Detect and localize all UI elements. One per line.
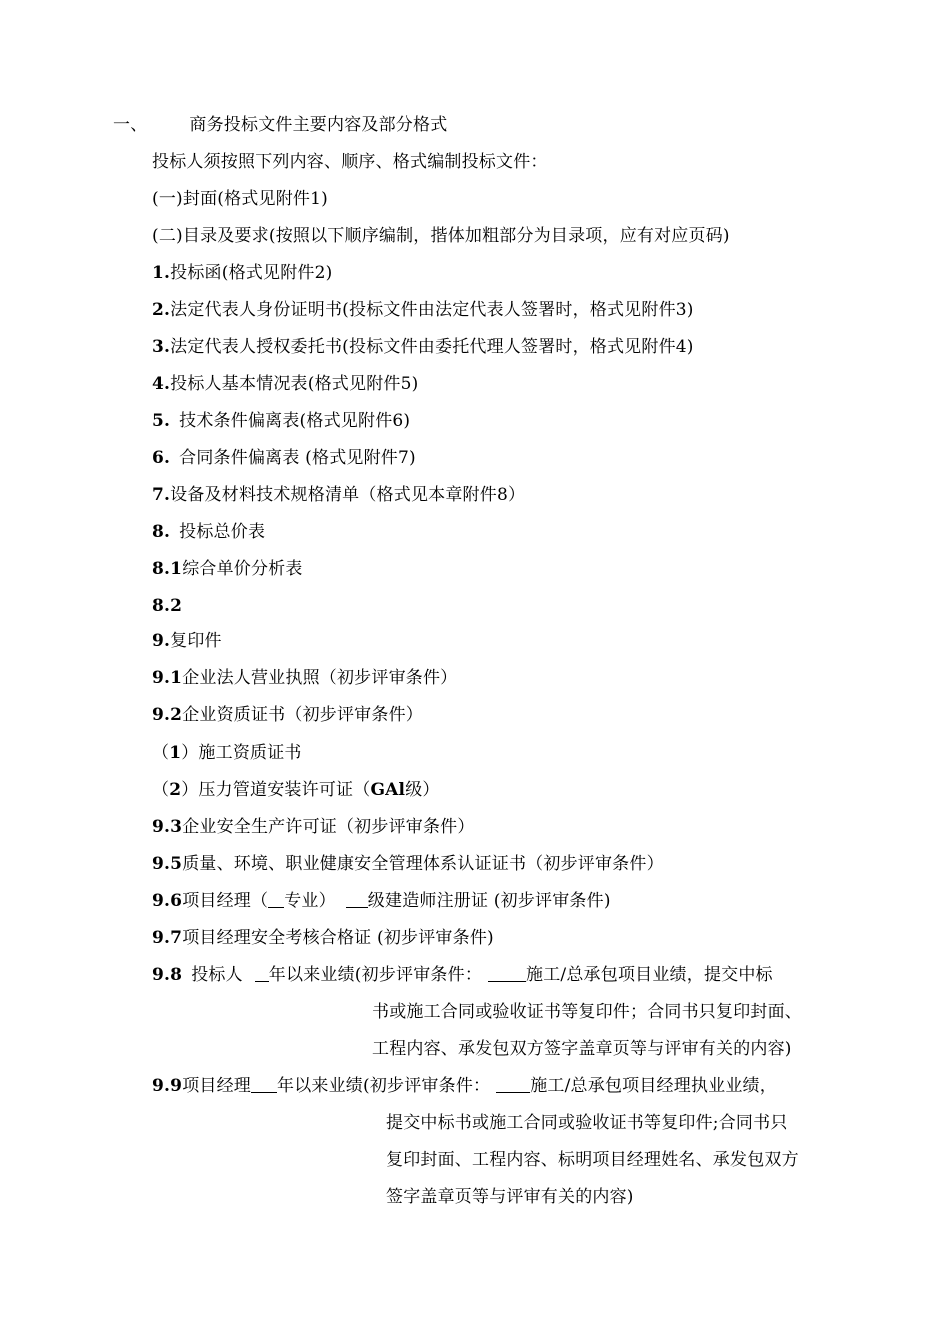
- item-text-a: 投标人: [191, 965, 243, 985]
- item-text: 法定代表人授权委托书(投标文件由委托代理人签署时，格式见附件4): [170, 337, 694, 357]
- item-7: [152, 484, 525, 506]
- item-9-8-line-3: 工程内容、承发包双方签字盖章页等与评审有关的内容): [372, 1039, 792, 1059]
- item-text: 项目经理安全考核合格证 (初步评审条件): [182, 928, 494, 948]
- item-number: 8.2: [152, 596, 183, 616]
- item-9-9: [152, 1075, 777, 1097]
- item-9-8-line-2: 书或施工合同或验收证书等复印件；合同书只复印封面、: [372, 1002, 802, 1022]
- item-9-9-line-2: 提交中标书或施工合同或验收证书等复印件;合同书只: [386, 1113, 788, 1133]
- item-number: 7.: [152, 485, 171, 505]
- item-text: 复印件: [170, 631, 222, 651]
- item-2: [152, 299, 694, 321]
- item-9-1: [152, 667, 457, 689]
- item-text: 质量、环境、职业健康安全管理体系认证证书（初步评审条件）: [182, 854, 664, 874]
- item-9-2: [152, 704, 423, 726]
- sub-item-text-end: 级）: [405, 780, 440, 800]
- item-text-b: 年以来业绩(初步评审条件：: [268, 965, 483, 985]
- item-number: 1.: [152, 263, 171, 283]
- fill-blank: [346, 890, 368, 908]
- item-1: [152, 262, 332, 284]
- sub-item-text: ）压力管道安装许可证（: [181, 780, 371, 800]
- item-4: [152, 373, 418, 395]
- item-number: 5.: [152, 411, 171, 431]
- item-9-5: [152, 853, 664, 875]
- item-number: 3.: [152, 337, 171, 357]
- item-text: 投标函(格式见附件2): [170, 263, 333, 283]
- sub-item-number: 2: [169, 780, 182, 800]
- item-number: 9.1: [152, 668, 183, 688]
- item-9-8: [152, 964, 773, 986]
- heading-number: 一、: [113, 115, 148, 135]
- item-number: 9.5: [152, 854, 183, 874]
- sub-item-open: （: [152, 780, 170, 800]
- item-3: [152, 336, 694, 358]
- item-5: [152, 410, 410, 432]
- sub-item-1: [152, 742, 302, 764]
- item-9-7: [152, 927, 494, 949]
- item-text-b: 年以来业绩(初步评审条件：: [277, 1076, 491, 1096]
- item-number: 9.: [152, 631, 171, 651]
- item-number: 9.3: [152, 817, 183, 837]
- item-text-c: 施工/总承包项目业绩，提交中标: [526, 965, 773, 985]
- item-text: 投标总价表: [179, 522, 266, 542]
- item-number: 9.9: [152, 1076, 183, 1096]
- sub-item-number: 1: [169, 743, 182, 763]
- item-8-1: [152, 558, 303, 580]
- item-text: 企业安全生产许可证（初步评审条件）: [182, 817, 475, 837]
- item-number: 2.: [152, 300, 171, 320]
- item-text: 设备及材料技术规格清单（格式见本章附件8）: [170, 485, 526, 505]
- item-text: 技术条件偏离表(格式见附件6): [179, 411, 411, 431]
- item-9-6: [152, 890, 611, 912]
- item-number: 9.7: [152, 928, 183, 948]
- subsection-cover: (一)封面(格式见附件1): [152, 189, 328, 209]
- item-text: 企业资质证书（初步评审条件）: [182, 705, 423, 725]
- item-text-a: 项目经理: [182, 1076, 251, 1096]
- item-text: 企业法人营业执照（初步评审条件）: [182, 668, 458, 688]
- item-text: 综合单价分析表: [182, 559, 303, 579]
- heading-title: 商务投标文件主要内容及部分格式: [189, 115, 448, 135]
- item-number: 9.2: [152, 705, 183, 725]
- fill-blank: [268, 890, 284, 908]
- item-8-2: [152, 595, 182, 617]
- item-number: 8.1: [152, 559, 183, 579]
- sub-item-2: [152, 779, 440, 801]
- item-text: 法定代表人身份证明书(投标文件由法定代表人签署时，格式见附件3): [170, 300, 694, 320]
- subsection-toc: (二)目录及要求(按照以下顺序编制，揩体加粗部分为目录项，应有对应页码): [152, 226, 730, 246]
- sub-item-open: （: [152, 743, 170, 763]
- item-number: 9.8: [152, 965, 183, 985]
- item-9-3: [152, 816, 475, 838]
- sub-item-grade: GAl: [370, 780, 406, 800]
- item-number: 9.6: [152, 891, 183, 911]
- item-text-c: 级建造师注册证 (初步评审条件): [367, 891, 611, 911]
- item-text: 投标人基本情况表(格式见附件5): [170, 374, 419, 394]
- fill-blank: [488, 964, 526, 982]
- item-8: [152, 521, 265, 543]
- fill-blank: [496, 1075, 530, 1093]
- item-number: 4.: [152, 374, 171, 394]
- item-number: 6.: [152, 448, 171, 468]
- item-9: [152, 630, 222, 652]
- item-9-9-line-4: 签字盖章页等与评审有关的内容): [386, 1187, 634, 1207]
- sub-item-text: ）施工资质证书: [181, 743, 302, 763]
- item-text-a: 项目经理（: [182, 891, 269, 911]
- intro-text: 投标人须按照下列内容、顺序、格式编制投标文件：: [152, 152, 548, 172]
- item-text: 合同条件偏离表 (格式见附件7): [179, 448, 416, 468]
- section-heading: [113, 114, 447, 136]
- fill-blank: [251, 1075, 277, 1093]
- item-text-b: 专业）: [284, 891, 336, 911]
- item-9-9-line-3: 复印封面、工程内容、标明项目经理姓名、承发包双方: [386, 1150, 799, 1170]
- item-text-c: 施工/总承包项目经理执业业绩，: [530, 1076, 777, 1096]
- fill-blank: [255, 964, 269, 982]
- item-6: [152, 447, 416, 469]
- item-number: 8.: [152, 522, 171, 542]
